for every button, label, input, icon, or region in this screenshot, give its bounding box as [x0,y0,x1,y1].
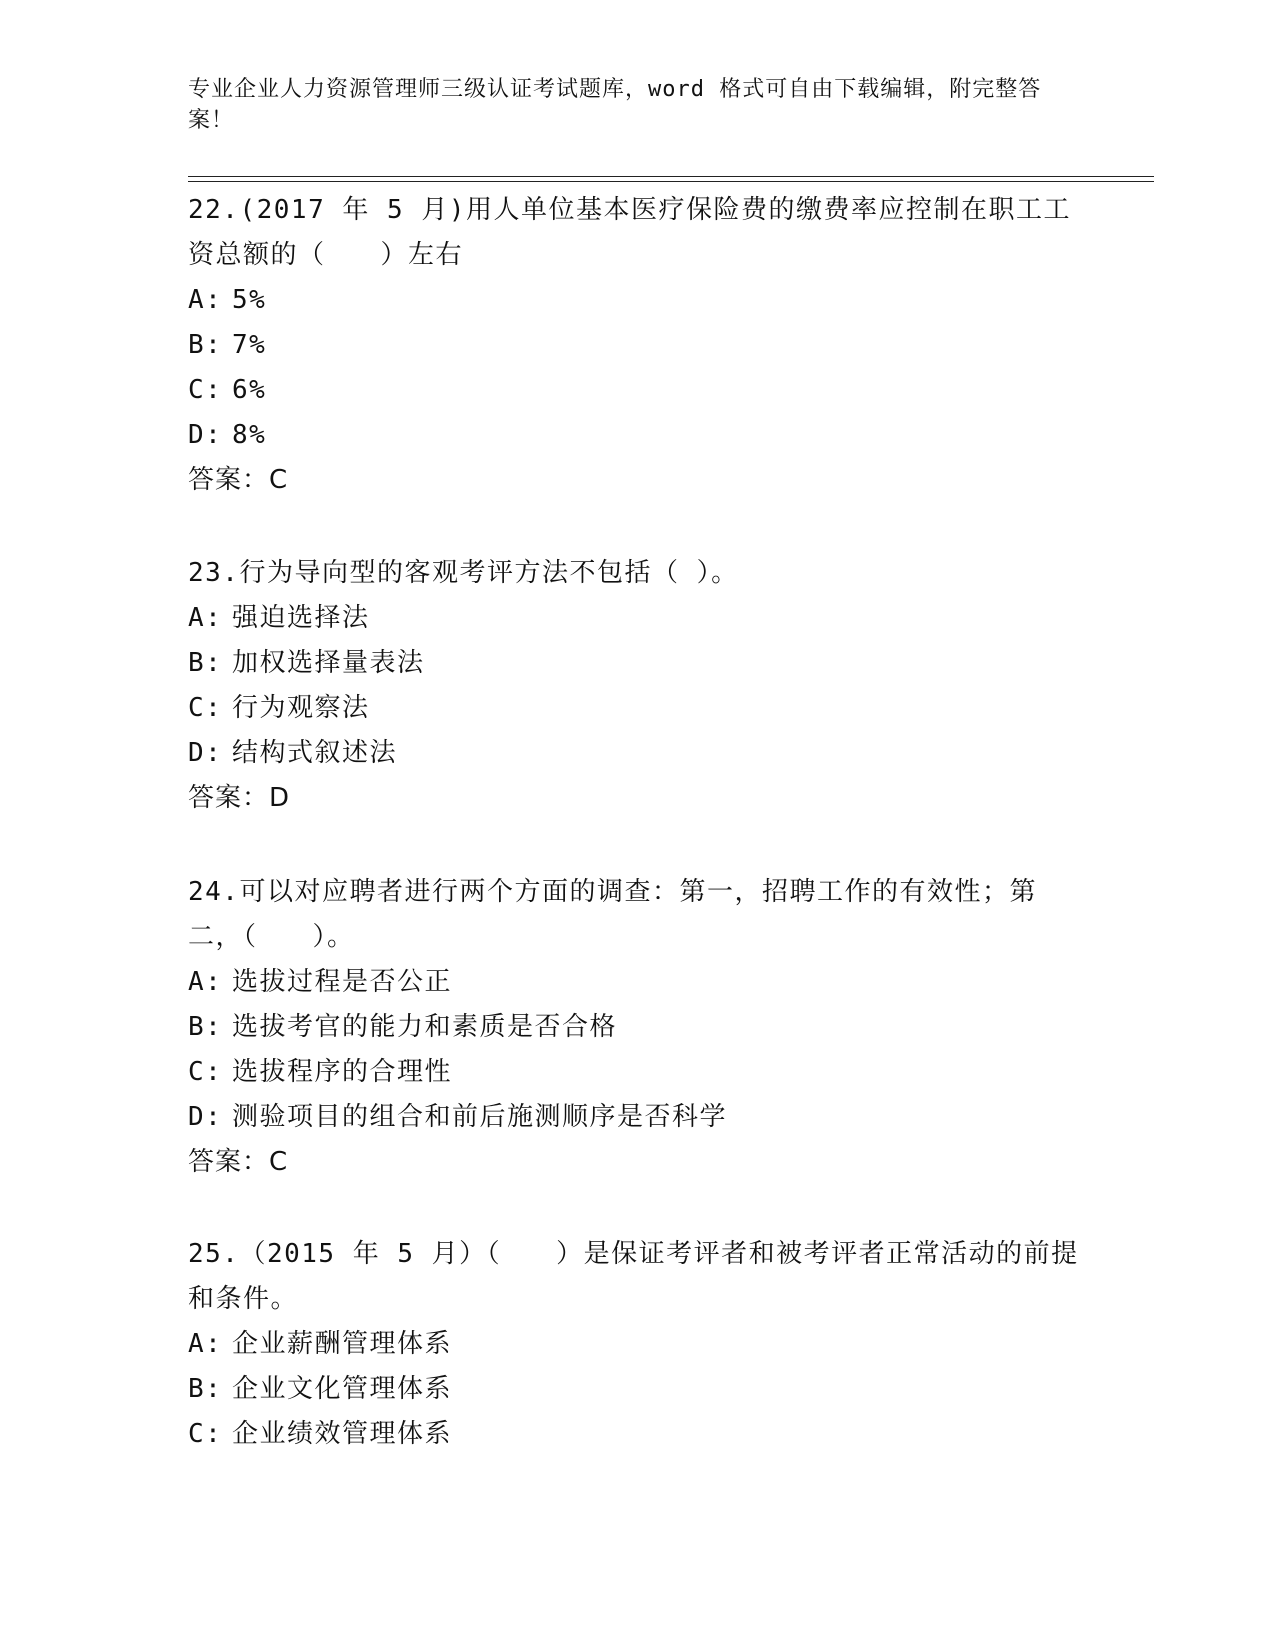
option-letter: B: [188,1012,223,1042]
option-text: 企业绩效管理体系 [232,1419,453,1449]
option-letter: A: [188,285,223,315]
question-23 [188,551,1088,821]
option-text: 选拔考官的能力和素质是否合格 [232,1012,618,1042]
option-a [188,960,1088,1005]
option-text: 加权选择量表法 [232,648,425,678]
option-a [188,596,1088,641]
option-b [188,323,1088,368]
option-d [188,1095,1088,1140]
question-stem: 23.行为导向型的客观考评方法不包括（ ）。 [188,558,739,588]
option-b [188,1367,1088,1412]
option-letter: D: [188,1102,223,1132]
option-letter: B: [188,330,223,360]
option-text: 测验项目的组合和前后施测顺序是否科学 [232,1102,728,1132]
question-24 [188,870,1088,1185]
option-text: 选拔过程是否公正 [232,967,453,997]
option-text: 6% [232,375,267,405]
option-a [188,278,1088,323]
option-text: 8% [232,420,267,450]
question-stem: 22.(2017 年 5 月)用人单位基本医疗保险费的缴费率应控制在职工工资总额的（ ）左右 [188,195,1071,270]
option-letter: C: [188,693,223,723]
answer-line: 答案：D [188,783,291,813]
option-letter: A: [188,1329,223,1359]
option-text: 企业薪酬管理体系 [232,1329,453,1359]
option-letter: B: [188,648,223,678]
question-stem: 24.可以对应聘者进行两个方面的调查：第一，招聘工作的有效性；第二，（ ）。 [188,877,1037,952]
option-c [188,1412,1088,1457]
option-a [188,1322,1088,1367]
option-letter: D: [188,420,223,450]
option-letter: A: [188,603,223,633]
option-c [188,368,1088,413]
option-b [188,1005,1088,1050]
answer-line: 答案：C [188,1147,289,1177]
option-text: 强迫选择法 [232,603,370,633]
header-divider-bottom [188,181,1154,182]
question-stem: 25.（2015 年 5 月）（ ）是保证考评者和被考评者正常活动的前提和条件。 [188,1239,1079,1314]
option-c [188,1050,1088,1095]
option-text: 选拔程序的合理性 [232,1057,453,1087]
option-text: 7% [232,330,267,360]
option-letter: C: [188,375,223,405]
header-divider-top [188,176,1154,177]
option-text: 结构式叙述法 [232,738,398,768]
answer-line: 答案：C [188,465,289,495]
option-b [188,641,1088,686]
option-c [188,686,1088,731]
option-text: 企业文化管理体系 [232,1374,453,1404]
option-d [188,731,1088,776]
option-letter: B: [188,1374,223,1404]
question-22 [188,188,1088,503]
option-d [188,413,1088,458]
option-letter: C: [188,1419,223,1449]
option-letter: A: [188,967,223,997]
option-text: 5% [232,285,267,315]
option-text: 行为观察法 [232,693,370,723]
option-letter: D: [188,738,223,768]
document-header: 专业企业人力资源管理师三级认证考试题库，word 格式可自由下载编辑，附完整答案！ [188,77,1042,133]
option-letter: C: [188,1057,223,1087]
question-25 [188,1232,1088,1457]
